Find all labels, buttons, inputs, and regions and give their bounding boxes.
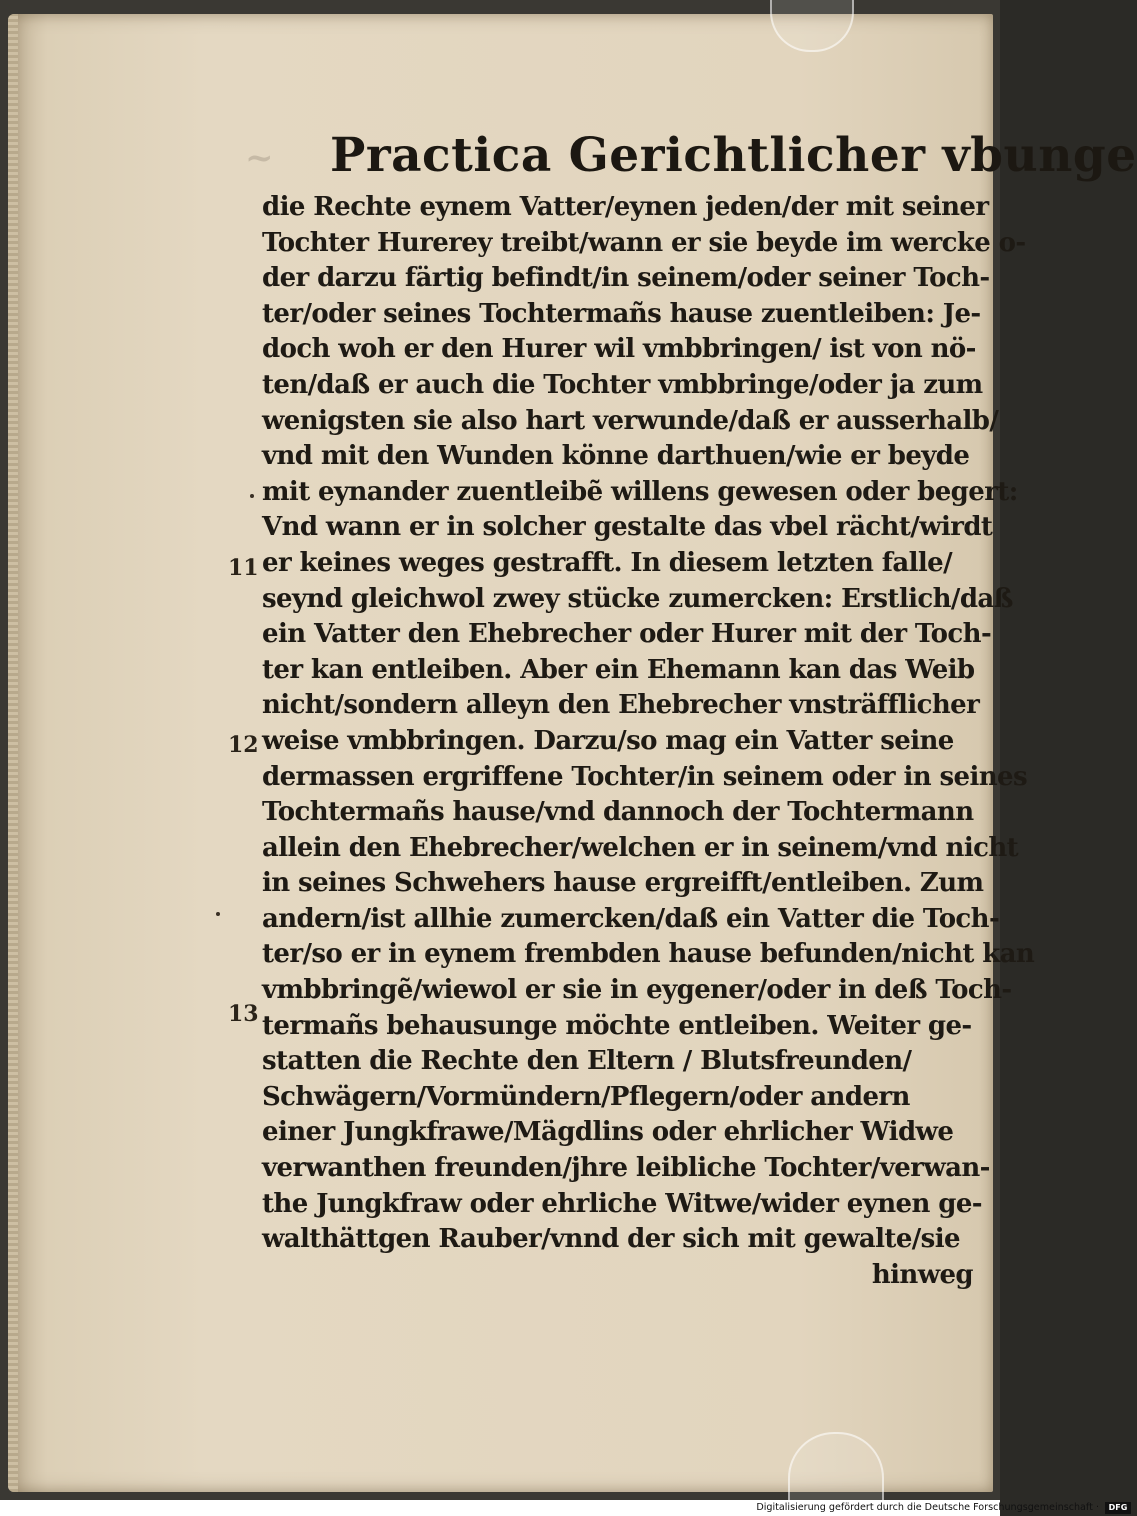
catchword: hinweg <box>871 1259 973 1290</box>
text-line: doch woh er den Hurer wil vmbbringen/ ist von nö- <box>262 334 976 365</box>
text-line: nicht/sondern alleyn den Ehebrecher vnsträfflicher <box>262 690 980 721</box>
text-line: die Rechte eynem Vatter/eynen jeden/der mit seiner <box>262 192 989 222</box>
text-line: vnd mit den Wunden könne darthuen/wie er beyde <box>262 441 970 472</box>
ink-smudge: ~ <box>245 138 274 178</box>
margin-mark <box>216 912 220 916</box>
text-line: er keines weges gestrafft. In diesem letzten falle/ <box>262 547 952 578</box>
text-line: termañs behausunge möchte entleiben. Weiter ge- <box>262 1010 972 1041</box>
text-line: wenigsten sie also hart verwunde/daß er ausserhalb/ <box>262 405 999 436</box>
digitization-credit: Digitalisierung gefördert durch die Deutsche Forschungsgemeinschaft · <box>756 1502 1099 1513</box>
text-line: der darzu färtig befindt/in seinem/oder seiner Toch- <box>262 263 990 294</box>
page-heading: Practica Gerichtlicher vbunge <box>330 128 1137 183</box>
body-text <box>262 190 1035 1293</box>
text-line: vmbbringẽ/wiewol er sie in eygener/oder in deß Toch- <box>262 975 1012 1006</box>
text-line: statten die Rechte den Eltern / Blutsfreunden/ <box>262 1046 912 1077</box>
text-line: walthättgen Rauber/vnnd der sich mit gewalte/sie <box>262 1224 960 1255</box>
text-line: ter/so er in eynem frembden hause befunden/nicht kan <box>262 939 1035 970</box>
margin-number: 12 <box>228 732 259 758</box>
text-line: Vnd wann er in solcher gestalte das vbel rächt/wirdt <box>262 512 993 543</box>
text-line: dermassen ergriffene Tochter/in seinem oder in seines <box>262 761 1028 792</box>
text-line: ten/daß er auch die Tochter vmbbringe/oder ja zum <box>262 369 983 400</box>
text-line: ter kan entleiben. Aber ein Ehemann kan das Weib <box>262 654 975 685</box>
margin-number: 11 <box>228 555 259 581</box>
text-line: einer Jungkfrawe/Mägdlins oder ehrlicher Widwe <box>262 1117 954 1148</box>
text-line: Schwägern/Vormündern/Pflegern/oder andern <box>262 1081 910 1112</box>
text-line: mit eynander zuentleibẽ willens gewesen oder begert: <box>262 476 1018 507</box>
text-line: Tochtermañs hause/vnd dannoch der Tochtermann <box>262 797 974 828</box>
text-line: in seines Schwehers hause ergreifft/entleiben. Zum <box>262 868 984 899</box>
text-line: ter/oder seines Tochtermañs hause zuentleiben: Je- <box>262 298 981 329</box>
text-line: andern/ist allhie zumercken/daß ein Vatter die Toch- <box>262 903 1000 934</box>
text-line: allein den Ehebrecher/welchen er in seinem/vnd nicht <box>262 832 1019 863</box>
margin-number: 13 <box>228 1001 259 1027</box>
text-line: the Jungkfraw oder ehrliche Witwe/wider eynen ge- <box>262 1188 982 1219</box>
text-line: Tochter Hurerey treibt/wann er sie beyde im wercke o- <box>262 227 1026 258</box>
text-line: weise vmbbringen. Darzu/so mag ein Vatter seine <box>262 725 954 756</box>
dfg-logo: DFG <box>1105 1502 1131 1514</box>
page-edge <box>8 14 18 1492</box>
text-line: seynd gleichwol zwey stücke zumercken: Erstlich/daß <box>262 583 1013 614</box>
text-line: ein Vatter den Ehebrecher oder Hurer mit der Toch- <box>262 619 992 650</box>
margin-mark <box>250 494 254 498</box>
text-line: verwanthen freunden/jhre leibliche Tochter/verwan- <box>262 1153 990 1184</box>
